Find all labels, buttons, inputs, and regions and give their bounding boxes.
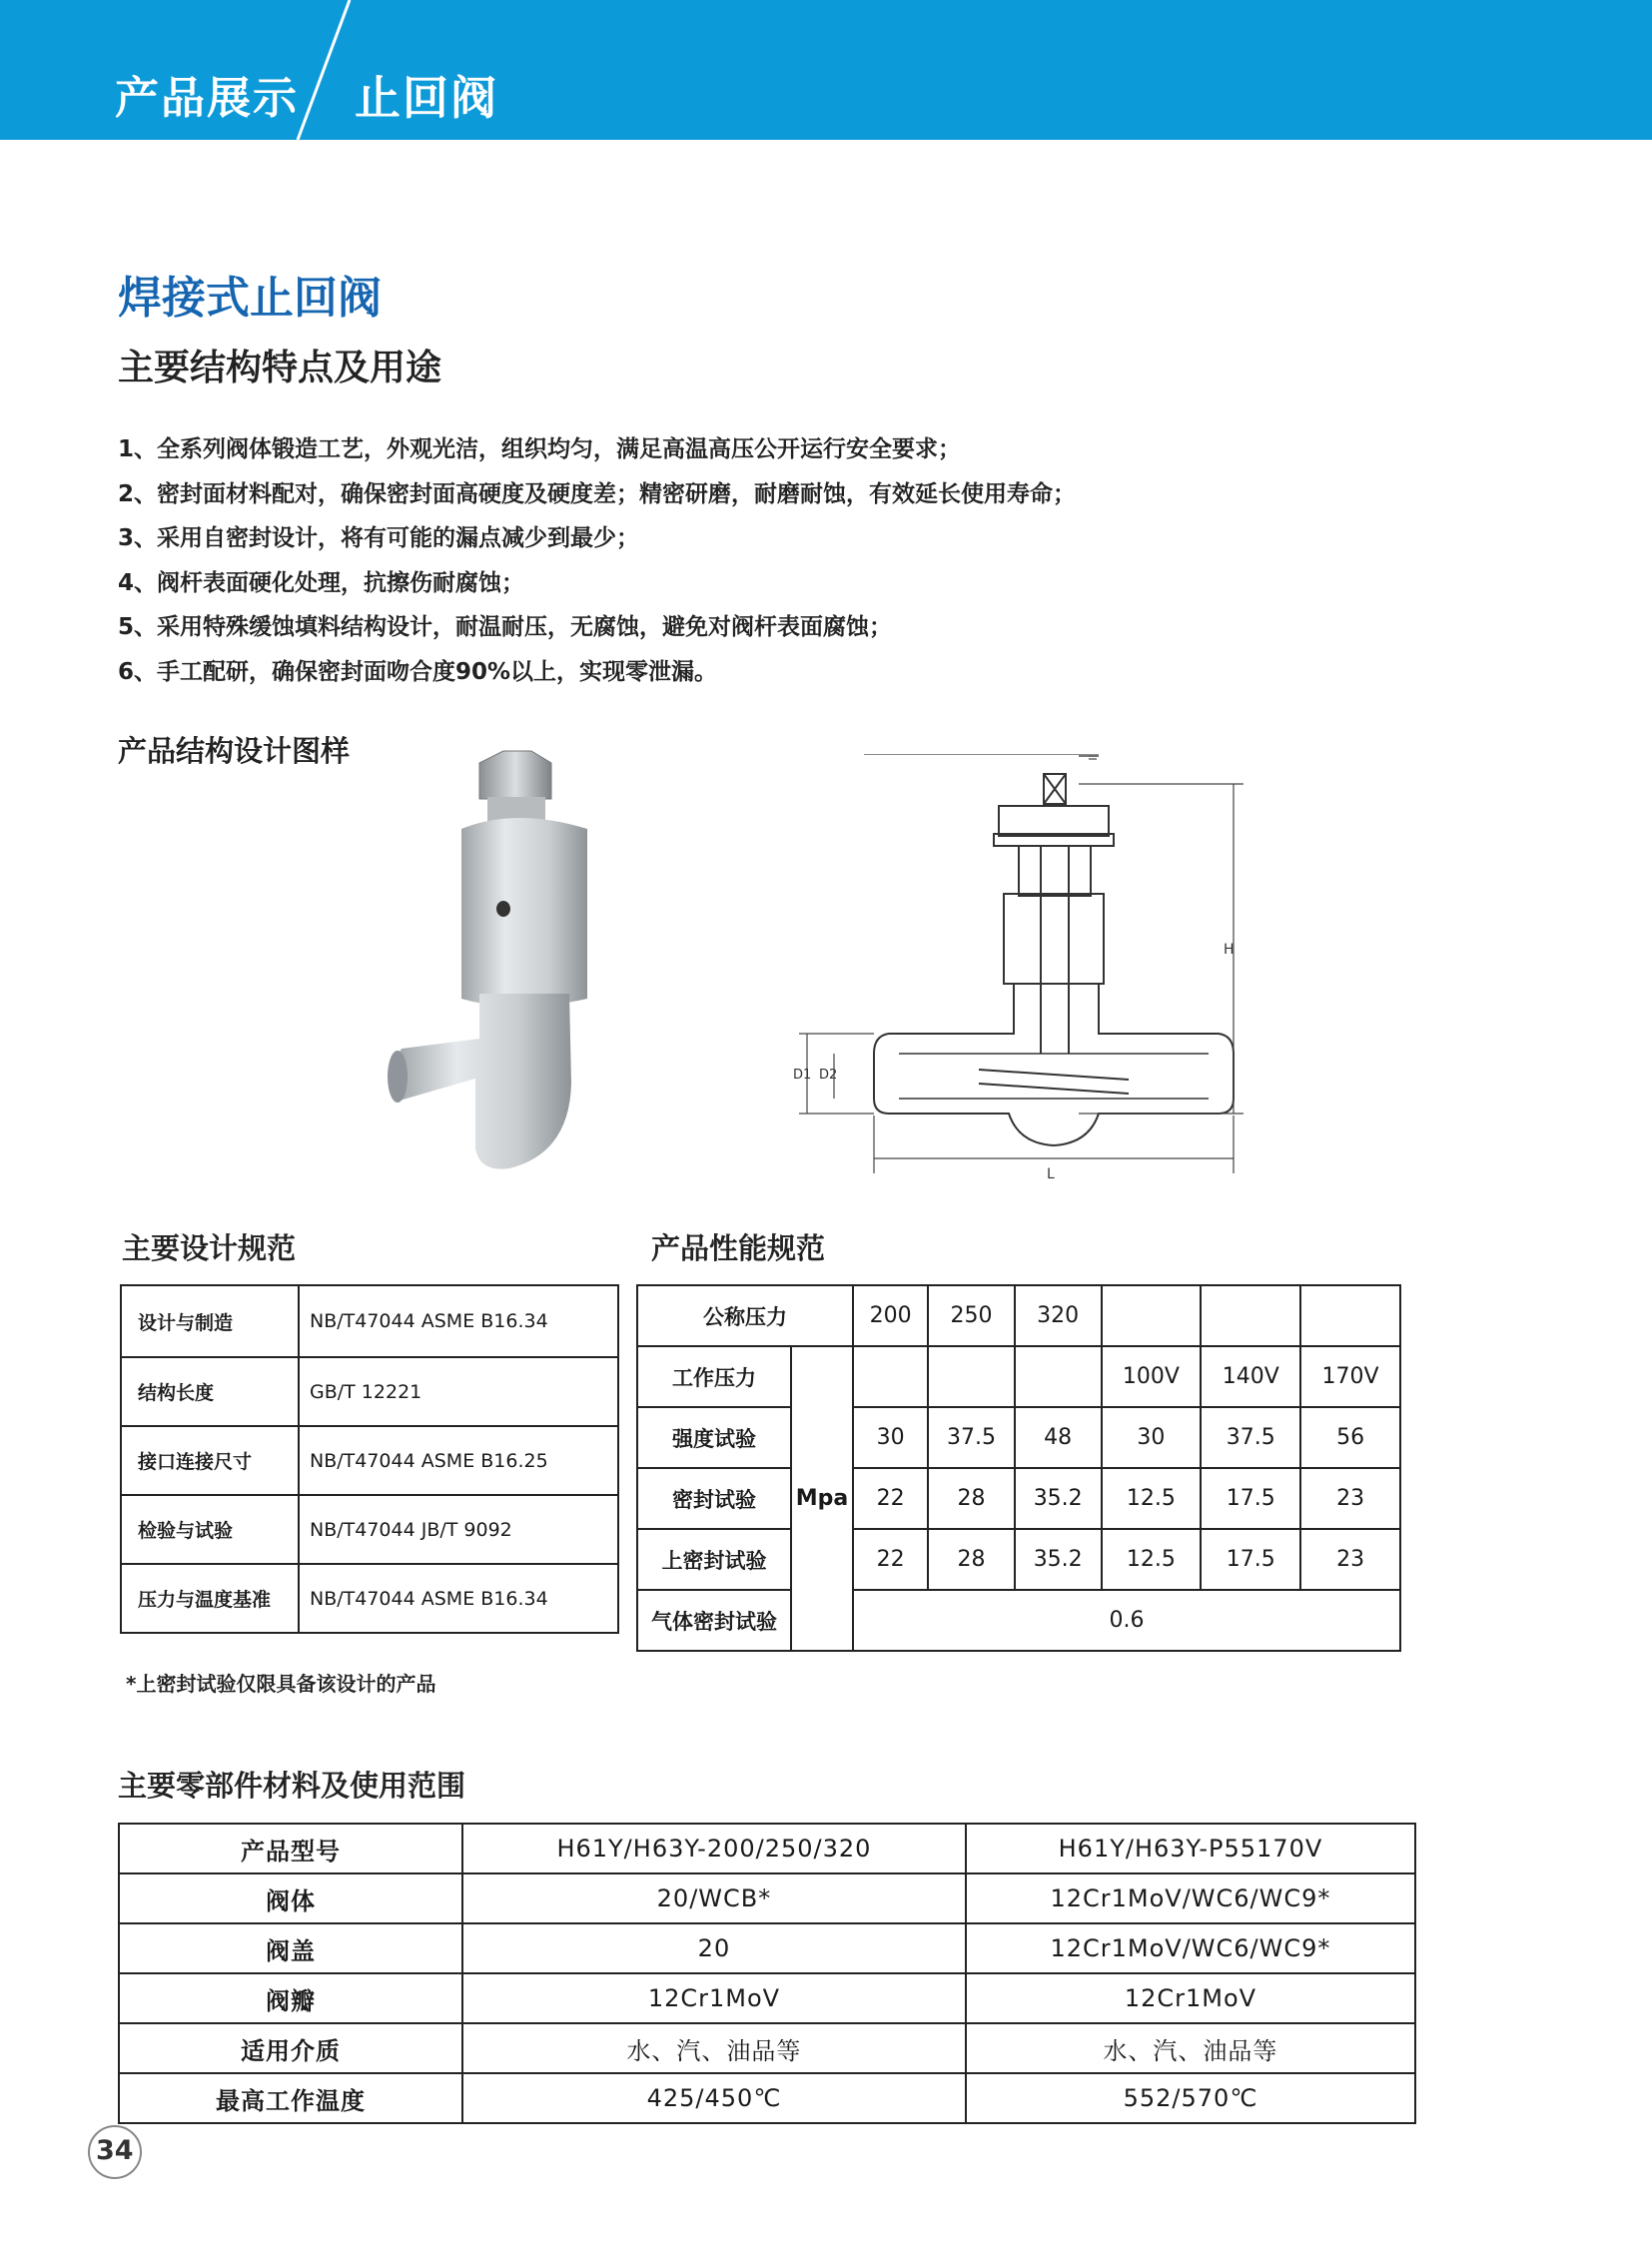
- perf-cell: 30: [1102, 1407, 1202, 1468]
- table-row: [121, 1357, 618, 1426]
- spec-value: NB/T47044 ASME B16.34: [299, 1285, 618, 1357]
- perf-cell: 30: [853, 1407, 928, 1468]
- dimension-d1: D1: [793, 1068, 812, 1083]
- perf-cell: 35.2: [1015, 1529, 1102, 1590]
- perf-cell: 100V: [1102, 1346, 1202, 1407]
- perf-cell: 28: [928, 1529, 1015, 1590]
- material-cell: 552/570℃: [966, 2073, 1415, 2123]
- perf-cell: 0.6: [853, 1590, 1400, 1651]
- spec-label: 接口连接尺寸: [121, 1426, 299, 1495]
- table-row: [119, 1973, 1415, 2023]
- perf-cell: 200: [853, 1285, 928, 1346]
- perf-cell: 22: [853, 1468, 928, 1529]
- page-number-badge: [88, 2125, 142, 2179]
- features-list: [118, 427, 1076, 694]
- perf-unit: Mpa: [791, 1346, 853, 1651]
- dimension-h: H: [1224, 942, 1235, 958]
- valve-structure-drawing: [779, 754, 1248, 1193]
- design-specs-heading: 主要设计规范: [122, 1231, 297, 1265]
- material-label: 阀盖: [119, 1923, 462, 1973]
- dimension-l: L: [1047, 1166, 1055, 1182]
- materials-table: [118, 1823, 1416, 2124]
- material-cell: 20/WCB*: [462, 1873, 966, 1923]
- table-row: [637, 1407, 1400, 1468]
- feature-item: 3、采用自密封设计，将有可能的漏点减少到最少；: [118, 525, 640, 551]
- spec-value: NB/T47044 ASME B16.34: [299, 1564, 618, 1633]
- perf-cell: 37.5: [1201, 1407, 1300, 1468]
- table-row: [637, 1346, 1400, 1407]
- perf-label: 密封试验: [637, 1468, 791, 1529]
- header-category: 产品展示: [115, 73, 299, 124]
- material-label: 适用介质: [119, 2023, 462, 2073]
- table-row: [119, 2073, 1415, 2123]
- spec-label: 检验与试验: [121, 1495, 299, 1564]
- table-row: [119, 1824, 1415, 1873]
- perf-label: 上密封试验: [637, 1529, 791, 1590]
- perf-cell: 12.5: [1102, 1468, 1202, 1529]
- table-row: [121, 1564, 618, 1633]
- perf-label: 工作压力: [637, 1346, 791, 1407]
- spec-value: GB/T 12221: [299, 1357, 618, 1426]
- table-row: [119, 1923, 1415, 1973]
- table-row: [121, 1495, 618, 1564]
- perf-cell: 37.5: [928, 1407, 1015, 1468]
- table-row: [637, 1285, 1400, 1346]
- material-cell: 12Cr1MoV/WC6/WC9*: [966, 1873, 1415, 1923]
- feature-item: 1、全系列阀体锻造工艺，外观光洁，组织均匀，满足高温高压公开运行安全要求；: [118, 436, 962, 462]
- perf-label: 公称压力: [637, 1285, 853, 1346]
- perf-cell: 23: [1300, 1468, 1400, 1529]
- material-cell: 12Cr1MoV: [462, 1973, 966, 2023]
- valve-photo: [380, 749, 679, 1178]
- performance-table: [636, 1284, 1401, 1652]
- perf-cell: 22: [853, 1529, 928, 1590]
- perf-cell: 170V: [1300, 1346, 1400, 1407]
- product-title: 焊接式止回阀: [118, 273, 382, 324]
- table-row: [119, 1873, 1415, 1923]
- perf-label: 强度试验: [637, 1407, 791, 1468]
- material-cell: H61Y/H63Y-P55170V: [966, 1824, 1415, 1873]
- table-row: [119, 2023, 1415, 2073]
- feature-item: 2、密封面材料配对，确保密封面高硬度及硬度差；精密研磨，耐磨耐蚀，有效延长使用寿命；: [118, 480, 1077, 507]
- perf-cell: [853, 1346, 928, 1407]
- perf-cell: 35.2: [1015, 1468, 1102, 1529]
- perf-cell: [1102, 1285, 1202, 1346]
- material-label: 阀瓣: [119, 1973, 462, 2023]
- material-label: 产品型号: [119, 1824, 462, 1873]
- material-cell: 20: [462, 1923, 966, 1973]
- drawing-heading: 产品结构设计图样: [118, 734, 351, 768]
- spec-label: 设计与制造: [121, 1285, 299, 1357]
- perf-cell: 12.5: [1102, 1529, 1202, 1590]
- feature-item: 4、阀杆表面硬化处理，抗擦伤耐腐蚀；: [118, 569, 525, 596]
- perf-cell: 17.5: [1201, 1529, 1300, 1590]
- table-row: [121, 1285, 618, 1357]
- header-page-title: 止回阀: [355, 71, 498, 125]
- spec-value: NB/T47044 ASME B16.25: [299, 1426, 618, 1495]
- material-cell: 12Cr1MoV/WC6/WC9*: [966, 1923, 1415, 1973]
- feature-item: 5、采用特殊缓蚀填料结构设计，耐温耐压，无腐蚀，避免对阀杆表面腐蚀；: [118, 614, 893, 640]
- material-cell: 水、汽、油品等: [966, 2023, 1415, 2073]
- material-cell: 水、汽、油品等: [462, 2023, 966, 2073]
- perf-cell: [1015, 1346, 1102, 1407]
- perf-label: 气体密封试验: [637, 1590, 791, 1651]
- perf-cell: 28: [928, 1468, 1015, 1529]
- page-number: 34: [96, 2135, 134, 2166]
- material-label: 最高工作温度: [119, 2073, 462, 2123]
- table-row: [121, 1426, 618, 1495]
- feature-item: 6、手工配研，确保密封面吻合度90%以上，实现零泄漏。: [118, 658, 718, 685]
- table-row: [637, 1529, 1400, 1590]
- spec-label: 结构长度: [121, 1357, 299, 1426]
- perf-cell: 48: [1015, 1407, 1102, 1468]
- table-row: [637, 1590, 1400, 1651]
- material-label: 阀体: [119, 1873, 462, 1923]
- perf-cell: 320: [1015, 1285, 1102, 1346]
- spec-value: NB/T47044 JB/T 9092: [299, 1495, 618, 1564]
- perf-cell: 17.5: [1201, 1468, 1300, 1529]
- dimension-d2: D2: [819, 1068, 838, 1083]
- material-cell: H61Y/H63Y-200/250/320: [462, 1824, 966, 1873]
- perf-cell: 140V: [1201, 1346, 1300, 1407]
- perf-cell: [928, 1346, 1015, 1407]
- perf-cell: [1201, 1285, 1300, 1346]
- design-specs-table: [120, 1284, 619, 1634]
- table-row: [637, 1468, 1400, 1529]
- perf-cell: 250: [928, 1285, 1015, 1346]
- performance-heading: 产品性能规范: [651, 1231, 826, 1265]
- material-cell: 12Cr1MoV: [966, 1973, 1415, 2023]
- material-cell: 425/450℃: [462, 2073, 966, 2123]
- footnote: *上密封试验仅限具备该设计的产品: [126, 1672, 436, 1696]
- perf-cell: 56: [1300, 1407, 1400, 1468]
- features-heading: 主要结构特点及用途: [118, 348, 442, 388]
- perf-cell: [1300, 1285, 1400, 1346]
- perf-cell: 23: [1300, 1529, 1400, 1590]
- materials-heading: 主要零部件材料及使用范围: [118, 1769, 466, 1803]
- spec-label: 压力与温度基准: [121, 1564, 299, 1633]
